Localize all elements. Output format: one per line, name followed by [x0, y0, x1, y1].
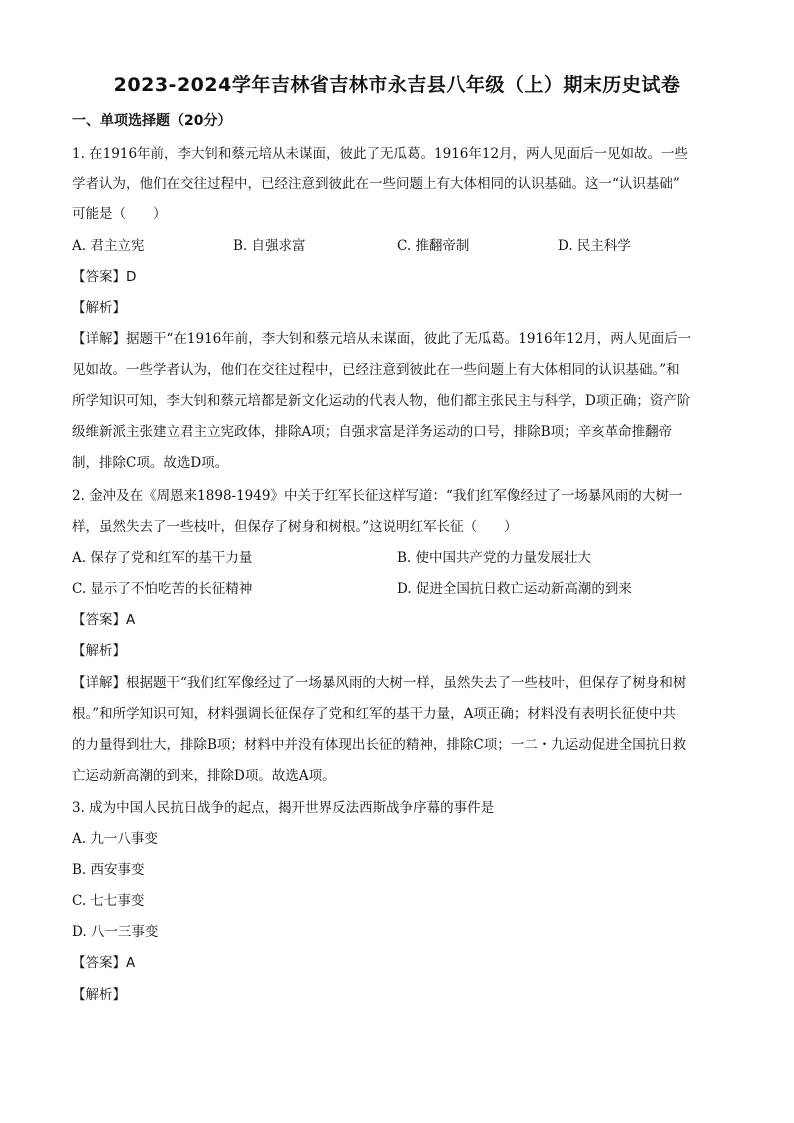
- q1-analysis-label: 【解析】: [72, 300, 126, 316]
- q1-stem-line: 可能是（ ）: [72, 206, 167, 222]
- q1-detail-line: 级维新派主张建立君主立宪政体，排除A项；自强求富是洋务运动的口号，排除B项；辛亥革命推翻帝: [72, 424, 673, 440]
- q2-detail-line: 根。”和所学知识可知，材料强调长征保存了党和红军的基干力量，A项正确；材料没有表明长征使中共: [72, 706, 676, 722]
- q2-option-c: C. 显示了不怕吃苦的长征精神: [72, 581, 253, 597]
- q1-detail-line: 见如故。一些学者认为，他们在交往过程中，已经注意到彼此在一些问题上有大体相同的认识基础。”和: [72, 362, 680, 378]
- q2-option-b: B. 使中国共产党的力量发展壮大: [397, 550, 592, 566]
- q1-stem-line: 学者认为，他们在交往过程中，已经注意到彼此在一些问题上有大体相同的认识基础。这一“认识基础”: [72, 176, 680, 192]
- q2-stem-line: 2. 金冲及在《周恩来1898-1949》中关于红军长征这样写道：“我们红军像经过了一场暴风雨的大树一: [72, 488, 683, 504]
- q2-analysis-label: 【解析】: [72, 643, 126, 659]
- q3-stem: 3. 成为中国人民抗日战争的起点，揭开世界反法西斯战争序幕的事件是: [72, 800, 495, 816]
- q3-option-a: A. 九一八事变: [72, 831, 158, 847]
- q2-option-d: D. 促进全国抗日救亡运动新高潮的到来: [397, 581, 632, 597]
- q1-option-b: B. 自强求富: [233, 238, 306, 254]
- q2-answer: 【答案】A: [72, 612, 136, 628]
- q1-option-c: C. 推翻帝制: [397, 238, 470, 254]
- q3-analysis-label: 【解析】: [72, 987, 126, 1003]
- q2-detail-line: 亡运动新高潮的到来，排除D项。故选A项。: [72, 768, 336, 784]
- q2-stem-line: 样，虽然失去了一些枝叶，但保存了树身和树根。”这说明红军长征（ ）: [72, 519, 518, 535]
- q1-option-a: A. 君主立宪: [72, 238, 145, 254]
- page-title: 2023-2024学年吉林省吉林市永吉县八年级（上）期末历史试卷: [113, 74, 681, 96]
- q2-option-a: A. 保存了党和红军的基干力量: [72, 550, 253, 566]
- q1-detail-line: 【详解】据题干“在1916年前，李大钊和蔡元培从未谋面，彼此了无瓜葛。1916年12月，两人见面后一: [72, 331, 692, 347]
- q2-detail-line: 【详解】根据题干“我们红军像经过了一场暴风雨的大树一样，虽然失去了一些枝叶，但保存了树身和树: [72, 675, 687, 691]
- q2-detail-line: 的力量得到壮大，排除B项；材料中并没有体现出长征的精神，排除C项；一二・九运动促进全国抗日救: [72, 737, 687, 753]
- q3-option-d: D. 八一三事变: [72, 924, 159, 940]
- q1-answer: 【答案】D: [72, 269, 137, 285]
- q1-detail-line: 所学知识可知，李大钊和蔡元培都是新文化运动的代表人物，他们都主张民主与科学，D项正确；资产阶: [72, 393, 691, 409]
- q1-detail-line: 制，排除C项。故选D项。: [72, 455, 229, 471]
- q3-option-b: B. 西安事变: [72, 862, 145, 878]
- q3-answer: 【答案】A: [72, 955, 136, 971]
- q1-stem-line: 1. 在1916年前，李大钊和蔡元培从未谋面，彼此了无瓜葛。1916年12月，两人见面后一见如故。一些: [72, 146, 689, 162]
- q1-option-d: D. 民主科学: [558, 238, 631, 254]
- section-heading: 一、单项选择题（20分）: [72, 113, 232, 129]
- q3-option-c: C. 七七事变: [72, 893, 145, 909]
